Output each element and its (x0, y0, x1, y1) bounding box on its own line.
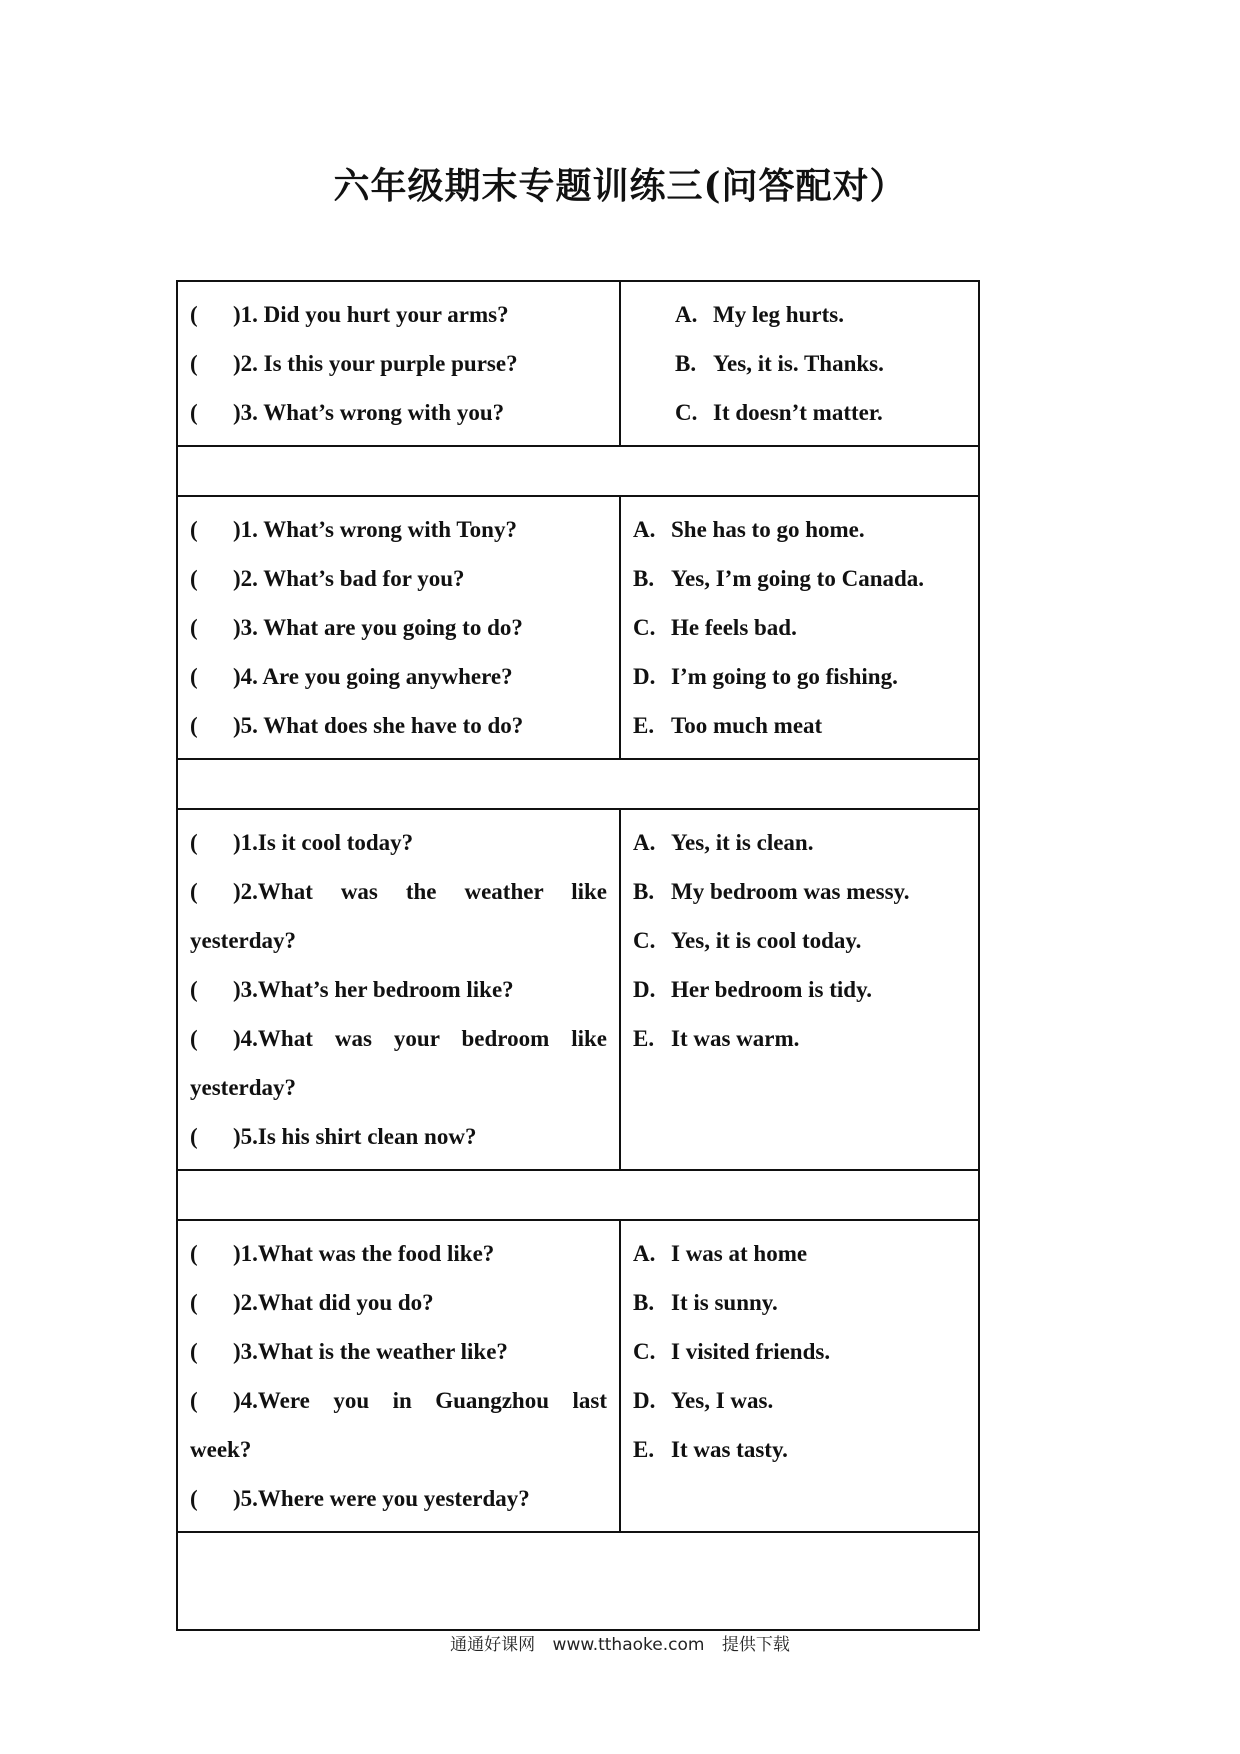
option-text: I’m going to go fishing. (671, 664, 898, 689)
option-text: It was tasty. (671, 1437, 788, 1462)
answer-option (633, 505, 968, 554)
option-letter: D. (633, 977, 656, 1002)
footer-site-name: 通通好课网 (450, 1635, 536, 1655)
option-letter: B. (633, 1290, 655, 1315)
question-text: )3.What is the weather like? (233, 1339, 508, 1364)
answer-blank[interactable]: ( (190, 400, 198, 425)
question-text: )2. Is this your purple purse? (233, 351, 518, 376)
answer-option (633, 867, 968, 916)
option-letter: C. (633, 615, 656, 640)
question-item (190, 701, 607, 750)
question-continuation: week? (190, 1437, 252, 1462)
answer-blank[interactable]: ( (190, 615, 198, 640)
question-item (190, 1014, 607, 1063)
question-text: )1. What’s wrong with Tony? (233, 517, 517, 542)
blank-row (178, 1171, 978, 1221)
option-text: I visited friends. (671, 1339, 831, 1364)
footer-url[interactable]: www.tthaoke.com (552, 1635, 705, 1655)
option-letter: A. (633, 517, 656, 542)
question-item (190, 290, 607, 339)
answers-column (621, 810, 978, 1169)
answer-blank[interactable]: ( (190, 830, 198, 855)
answer-blank[interactable]: ( (190, 1124, 198, 1149)
option-letter: E. (633, 713, 655, 738)
option-text: Yes, it is clean. (671, 830, 814, 855)
question-item (190, 1278, 607, 1327)
answer-blank[interactable]: ( (190, 977, 198, 1002)
blank-row (178, 760, 978, 810)
question-text: )4. Are you going anywhere? (233, 664, 513, 689)
option-text: It was warm. (671, 1026, 800, 1051)
answer-option (633, 1014, 968, 1063)
answer-option (633, 818, 968, 867)
matching-section-4 (178, 1221, 978, 1533)
question-text: )3. What’s wrong with you? (233, 400, 505, 425)
question-text: )5.Is his shirt clean now? (233, 1124, 477, 1149)
option-letter: E. (633, 1026, 655, 1051)
answer-option (633, 1425, 968, 1474)
question-text: )1. Did you hurt your arms? (233, 302, 509, 327)
question-text: )1.What was the food like? (233, 1241, 495, 1266)
answer-blank[interactable]: ( (190, 517, 198, 542)
answer-option (675, 339, 968, 388)
answer-blank[interactable]: ( (190, 1241, 198, 1266)
question-item (190, 867, 607, 916)
question-text: )3.What’s her bedroom like? (233, 977, 514, 1002)
question-text: )4.Were you in Guangzhou last (233, 1388, 607, 1413)
answer-option (633, 1229, 968, 1278)
question-text: )1.Is it cool today? (233, 830, 414, 855)
answer-option (633, 652, 968, 701)
question-text: )4.What was your bedroom like (233, 1026, 607, 1051)
answer-option (633, 965, 968, 1014)
question-text: )2. What’s bad for you? (233, 566, 465, 591)
blank-row (178, 1533, 978, 1629)
question-item (190, 652, 607, 701)
answer-blank[interactable]: ( (190, 302, 198, 327)
option-text: Yes, I’m going to Canada. (671, 566, 925, 591)
question-item (190, 1376, 607, 1425)
question-text: )2.What did you do? (233, 1290, 434, 1315)
question-text: )3. What are you going to do? (233, 615, 523, 640)
question-text: )5. What does she have to do? (233, 713, 524, 738)
question-item (190, 1229, 607, 1278)
footer-note: 提供下载 (721, 1635, 790, 1655)
option-text: My bedroom was messy. (671, 879, 910, 904)
option-letter: A. (675, 302, 698, 327)
option-letter: C. (633, 928, 656, 953)
answer-option (633, 1278, 968, 1327)
answer-blank[interactable]: ( (190, 879, 198, 904)
option-text: Yes, I was. (671, 1388, 774, 1413)
option-text: It is sunny. (671, 1290, 778, 1315)
answer-blank[interactable]: ( (190, 713, 198, 738)
matching-section-2 (178, 497, 978, 760)
option-letter: B. (633, 566, 655, 591)
answer-blank[interactable]: ( (190, 1388, 198, 1413)
option-text: He feels bad. (671, 615, 797, 640)
answer-blank[interactable]: ( (190, 351, 198, 376)
matching-section-1 (178, 282, 978, 447)
option-letter: C. (633, 1339, 656, 1364)
question-text: )2.What was the weather like (233, 879, 607, 904)
question-item (190, 505, 607, 554)
question-item (190, 339, 607, 388)
questions-column (178, 282, 621, 445)
option-text: She has to go home. (671, 517, 865, 542)
question-item (190, 1327, 607, 1376)
matching-section-3 (178, 810, 978, 1171)
answers-column (621, 497, 978, 758)
answer-option (633, 1376, 968, 1425)
question-item (190, 965, 607, 1014)
question-item (190, 818, 607, 867)
option-text: Her bedroom is tidy. (671, 977, 873, 1002)
answers-column (621, 1221, 978, 1531)
option-text: Yes, it is. Thanks. (713, 351, 884, 376)
answer-blank[interactable]: ( (190, 566, 198, 591)
answer-option (633, 916, 968, 965)
option-letter: E. (633, 1437, 655, 1462)
question-continuation: yesterday? (190, 1075, 297, 1100)
question-item (190, 603, 607, 652)
answer-option (633, 1327, 968, 1376)
answer-option (675, 388, 968, 437)
questions-column (178, 497, 621, 758)
answer-blank[interactable]: ( (190, 1026, 198, 1051)
question-item (190, 554, 607, 603)
answer-blank[interactable]: ( (190, 1339, 198, 1364)
answer-option (633, 701, 968, 750)
option-letter: A. (633, 830, 656, 855)
option-text: I was at home (671, 1241, 808, 1266)
questions-column (178, 810, 621, 1169)
option-letter: D. (633, 664, 656, 689)
answer-option (633, 554, 968, 603)
option-letter: B. (675, 351, 697, 376)
question-continuation: yesterday? (190, 928, 297, 953)
page-footer (0, 1630, 1240, 1655)
answers-column (621, 282, 978, 445)
page-title: 六年级期末专题训练三(问答配对） (333, 165, 907, 207)
question-item (190, 1112, 607, 1161)
option-text: My leg hurts. (713, 302, 844, 327)
option-text: It doesn’t matter. (713, 400, 883, 425)
option-letter: C. (675, 400, 698, 425)
question-item (190, 1474, 607, 1523)
option-text: Too much meat (671, 713, 823, 738)
question-item (190, 388, 607, 437)
blank-row (178, 447, 978, 497)
answer-blank[interactable]: ( (190, 1290, 198, 1315)
option-text: Yes, it is cool today. (671, 928, 862, 953)
question-text: )5.Where were you yesterday? (233, 1486, 530, 1511)
worksheet-table (176, 280, 980, 1631)
option-letter: D. (633, 1388, 656, 1413)
answer-option (675, 290, 968, 339)
option-letter: B. (633, 879, 655, 904)
option-letter: A. (633, 1241, 656, 1266)
answer-option (633, 603, 968, 652)
answer-blank[interactable]: ( (190, 664, 198, 689)
answer-blank[interactable]: ( (190, 1486, 198, 1511)
questions-column (178, 1221, 621, 1531)
